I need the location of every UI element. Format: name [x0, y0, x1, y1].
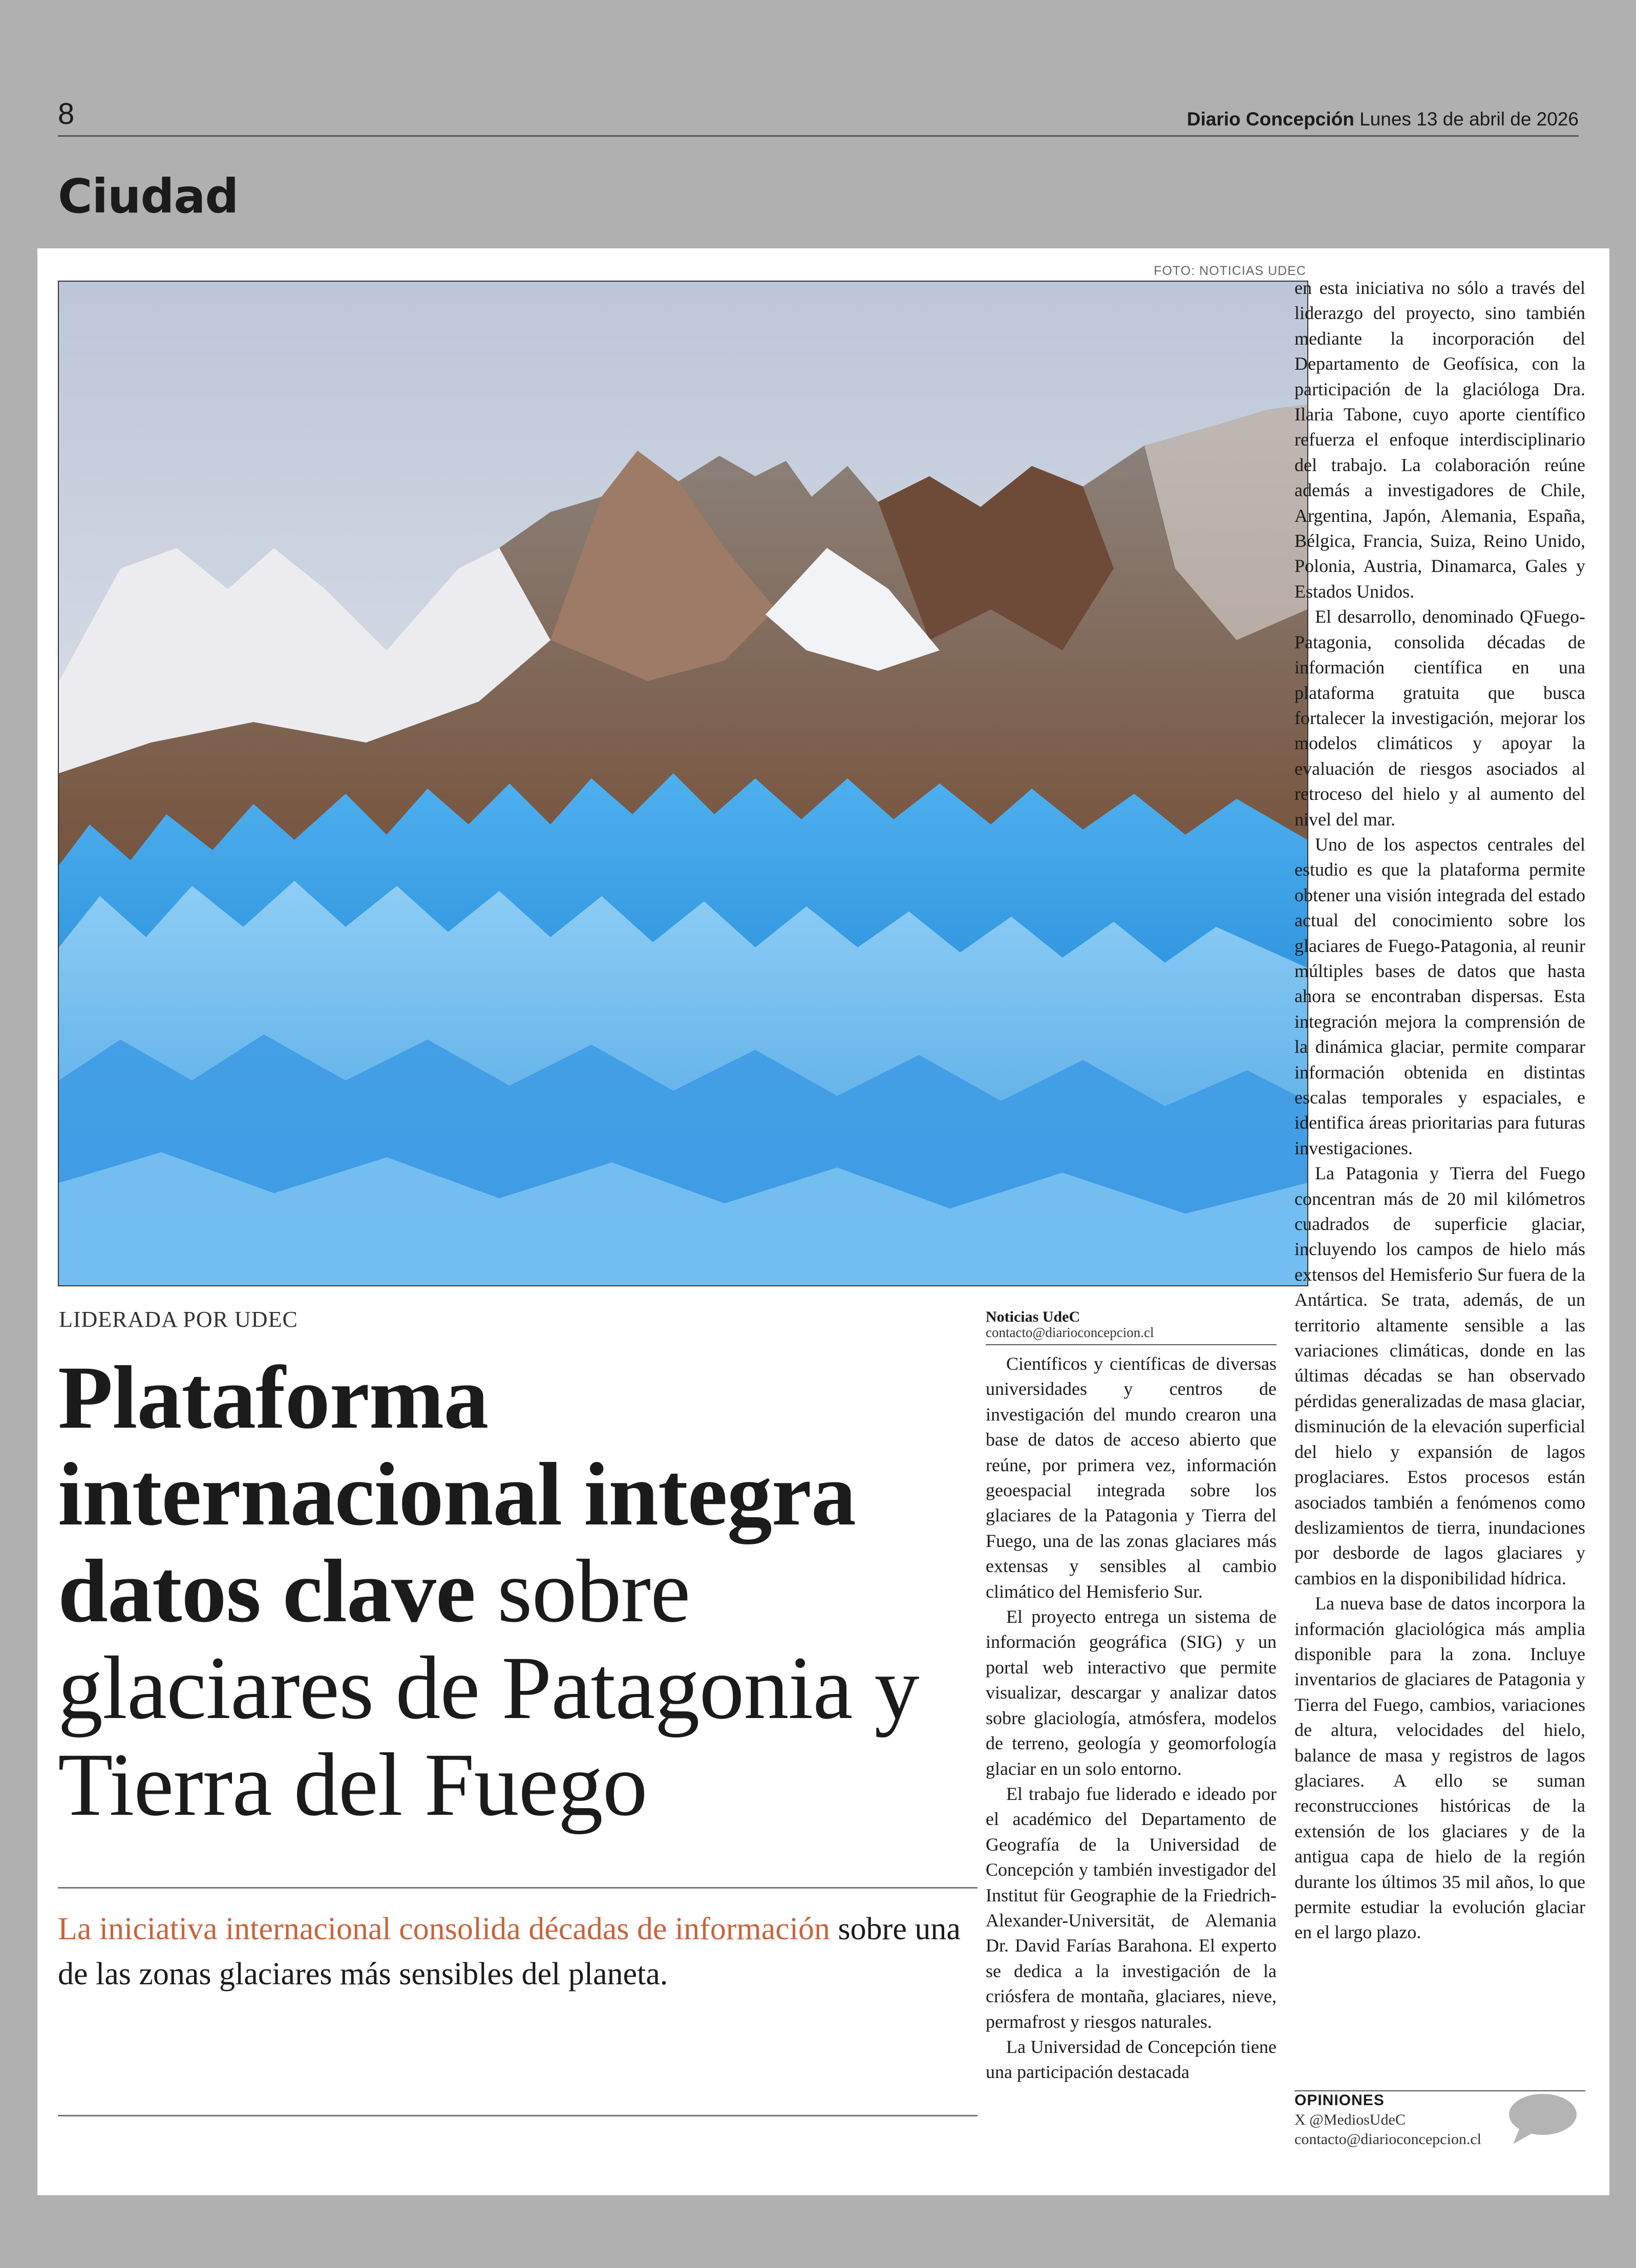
photo-credit: FOTO: NOTICIAS UDEC [1154, 264, 1306, 278]
masthead [1187, 109, 1579, 130]
headline-regular: sobre glaciares de Patagonia y Tierra del Fuego [58, 1541, 919, 1835]
glacier-mountain-photo [58, 281, 1308, 1286]
speech-bubble-icon [1506, 2091, 1578, 2147]
article-panel [37, 248, 1609, 2195]
article-deck [58, 1906, 974, 1997]
body-paragraph: El trabajo fue liderado e ideado por el académico del Departamento de Geografía de la Universidad de Concepción y también investigador del Institut für Geographie de la Friedrich-Alexander-Universität, de Alemania Dr. David Farías Barahona. El experto se dedica a la investigación de la criósfera de montaña, glaciares, nieve, permafrost y riesgos naturales. [986, 1783, 1277, 2032]
issue-date: Lunes 13 de abril de 2026 [1359, 109, 1579, 130]
deck-text: sobre una de las zonas glaciares más sensibles del planeta. [58, 1912, 961, 1991]
body-paragraph: El proyecto entrega un sistema de información geográfica (SIG) y un portal web interactivo que permite visualizar, descargar y analizar datos sobre glaciología, atmósfera, modelos de terreno, geología y geomorfología glaciar en un solo entorno. [986, 1606, 1277, 1779]
deck-top-rule [58, 1887, 978, 1889]
body-paragraph: Científicos y científicas de diversas universidades y centros de investigación del mundo crearon una base de datos de acceso abierto que reúne, por primera vez, información geoespacial integrada sobre los glaciares de la Patagonia y Tierra del Fuego, una de las zonas glaciares más extensas y sensibles al cambio climático del Hemisferio Sur. [986, 1353, 1277, 1602]
glacier-photo-illustration [59, 282, 1307, 1285]
article-kicker: LIDERADA POR UDEC [59, 1307, 298, 1332]
byline-email: contacto@diarioconcepcion.cl [986, 1325, 1154, 1340]
deck-highlight: La iniciativa internacional consolida décadas de información [58, 1912, 831, 1946]
body-column-2 [986, 1351, 1277, 2085]
byline-rule [986, 1344, 1277, 1345]
body-paragraph: en esta iniciativa no sólo a través del liderazgo del proyecto, sino también mediante la incorporación del Departamento de Geofísica, con la participación de la glacióloga Dra. Ilaria Tabone, cuyo aporte científico refuerza el enfoque interdisciplinario del trabajo. La colaboración reúne además a investigadores de Chile, Argentina, Japón, Alemania, España, Bélgica, Francia, Suiza, Reino Unido, Polonia, Austria, Dinamarca, Gales y Estados Unidos. [1294, 278, 1585, 602]
opinions-email[interactable]: contacto@diarioconcepcion.cl [1294, 2131, 1481, 2148]
article-headline [58, 1349, 1005, 1833]
body-paragraph: La Universidad de Concepción tiene una participación destacada [986, 2036, 1277, 2083]
body-paragraph: La Patagonia y Tierra del Fuego concentran más de 20 mil kilómetros cuadrados de superficie glaciar, incluyendo los campos de hielo más extensos del Hemisferio Sur fuera de la Antártica. Se trata, además, de un territorio altamente sensible a las variaciones climáticas, donde en las últimas décadas se han observado pérdidas generalizadas de masa glaciar, disminución de la elevación superficial del hielo y expansión de lagos proglaciares. Estos procesos están asociados también a fenómenos como deslizamientos de tierra, inundaciones por desborde de lagos glaciares y cambios en la disponibilidad hídrica. [1294, 1163, 1585, 1588]
body-column-3 [1294, 275, 1585, 1945]
section-title: Ciudad [58, 169, 239, 224]
headline-bold: Plataforma internacional integra datos clave [58, 1348, 856, 1641]
deck-bottom-rule [58, 2115, 978, 2116]
body-paragraph: El desarrollo, denominado QFuego-Patagonia, consolida décadas de información científica en una plataforma gratuita que busca fortalecer la investigación, mejorar los modelos climáticos y apoyar la evaluación de riesgos asociados al retroceso del hielo y al aumento del nivel del mar. [1294, 606, 1585, 830]
body-paragraph: La nueva base de datos incorpora la información glaciológica más amplia disponible para la zona. Incluye inventarios de glaciares de Patagonia y Tierra del Fuego, cambios, variaciones de altura, velocidades del hielo, balance de masa y registros de lagos glaciares. A ello se suman reconstrucciones históricas de la extensión de los glaciares y de la antigua capa de hielo de la región durante los últimos 35 mil años, lo que permite estudiar la evolución glaciar en el largo plazo. [1294, 1593, 1585, 1943]
body-paragraph: Uno de los aspectos centrales del estudio es que la plataforma permite obtener una visión integrada del estado actual del conocimiento sobre los glaciares de Fuego-Patagonia, al reunir múltiples bases de datos que hasta ahora se encontraban dispersas. Esta integración mejora la comprensión de la dinámica glaciar, permite comparar información obtenida en distintas escalas temporales y espaciales, e identifica áreas prioritarias para futuras investigaciones. [1294, 834, 1585, 1158]
paper-name: Diario Concepción [1186, 109, 1354, 130]
opinions-social[interactable]: X @MediosUdeC [1294, 2111, 1406, 2128]
page-header [58, 92, 1579, 137]
opinions-title: OPINIONES [1294, 2092, 1385, 2109]
byline-author: Noticias UdeC [986, 1308, 1080, 1325]
page-number: 8 [58, 97, 75, 131]
